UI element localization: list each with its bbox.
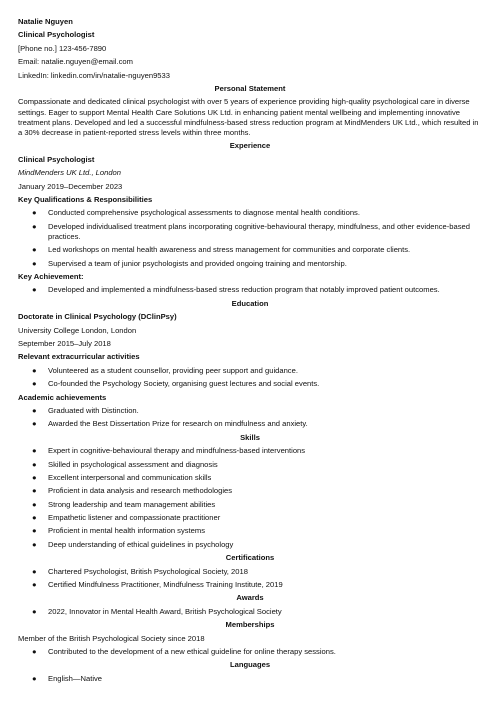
candidate-title: Clinical Psychologist [18, 30, 95, 40]
bullet-icon: ● [32, 526, 37, 536]
education-dates: September 2015–July 2018 [18, 339, 111, 349]
bullet-icon: ● [32, 419, 37, 429]
personal-statement-text: Compassionate and dedicated clinical psychologist with over 5 years of experience providing high-quality psychological care in diverse settings. Eager to support Mental Health Care Solutions UK Ltd. in enhancing patient mental wellbeing and implementing innovative treatment plans. Developed and led a successful mindfulness-based stress reduction program at MindMenders UK Ltd., which resulted in a 30% decrease in patient-reported stress levels within three months. [18, 97, 479, 137]
bullet-icon: ● [32, 486, 37, 496]
qualifications-heading: Key Qualifications & Responsibilities [18, 194, 153, 204]
bullet-icon: ● [32, 459, 37, 469]
qualifications-list [18, 208, 482, 272]
experience-company: MindMenders UK Ltd., London [18, 168, 121, 178]
achievement-list [18, 285, 482, 298]
education-school: University College London, London [18, 325, 137, 335]
bullet-icon: ● [32, 673, 37, 683]
bullet-icon: ● [32, 513, 37, 523]
bullet-icon: ● [32, 539, 37, 549]
list-item: ● Developed and implemented a mindfulness-based stress reduction program that notably improved patient outcomes. [32, 285, 440, 295]
list-item: ● 2022, Innovator in Mental Health Award, British Psychological Society [32, 606, 282, 616]
experience-heading: Experience [229, 141, 271, 151]
awards-list [18, 607, 482, 620]
education-degree: Doctorate in Clinical Psychology (DClinPsy) [18, 312, 177, 322]
experience-role: Clinical Psychologist [18, 154, 95, 164]
list-item: ● Volunteered as a student counsellor, providing peer support and guidance. [32, 365, 298, 375]
memberships-heading: Memberships [225, 620, 275, 630]
list-item: ● Proficient in data analysis and research methodologies [32, 486, 233, 496]
bullet-icon: ● [32, 446, 37, 456]
candidate-name: Natalie Nguyen [18, 17, 73, 26]
list-item: ● Strong leadership and team management abilities [32, 499, 216, 509]
bullet-icon: ● [32, 379, 37, 389]
list-item: ● Supervised a team of junior psychologists and provided ongoing training and mentorship. [32, 258, 347, 268]
bullet-icon: ● [32, 245, 37, 255]
list-item: ● Developed individualised treatment plans incorporating cognitive-behavioural therapy, mindfulness, and other evidence-based practices. [32, 221, 470, 241]
skills-list [18, 446, 482, 553]
list-item: ● Led workshops on mental health awareness and stress management for communities and corporate clients. [32, 245, 411, 255]
list-item: ● Skilled in psychological assessment and diagnosis [32, 459, 218, 469]
extracurricular-heading: Relevant extracurricular activities [18, 352, 140, 362]
bullet-icon: ● [32, 221, 37, 231]
bullet-icon: ● [32, 472, 37, 482]
list-item: ● Conducted comprehensive psychological assessments to diagnose mental health conditions. [32, 208, 360, 218]
phone-line: [Phone no.] 123-456-7890 [18, 43, 107, 53]
list-item: ● Deep understanding of ethical guidelines in psychology [32, 539, 234, 549]
email-line: Email: natalie.nguyen@email.com [18, 57, 133, 67]
extracurricular-list [18, 366, 482, 393]
academic-achievements-list [18, 406, 482, 433]
list-item: ● English—Native [32, 673, 103, 683]
bullet-icon: ● [32, 208, 37, 218]
bullet-icon: ● [32, 365, 37, 375]
academic-achievements-heading: Academic achievements [18, 392, 107, 402]
list-item: ● Awarded the Best Dissertation Prize for research on mindfulness and anxiety. [32, 419, 308, 429]
list-item: ● Contributed to the development of a new ethical guideline for online therapy sessions. [32, 647, 336, 656]
personal-statement-heading: Personal Statement [214, 83, 286, 93]
linkedin-line: LinkedIn: linkedin.com/in/natalie-nguyen9533 [18, 70, 170, 80]
bullet-icon: ● [32, 258, 37, 268]
list-item: ● Empathetic listener and compassionate practitioner [32, 513, 221, 523]
list-item: ● Graduated with Distinction. [32, 405, 139, 415]
list-item: ● Chartered Psychologist, British Psychological Society, 2018 [32, 566, 248, 576]
membership-text: Member of the British Psychological Society since 2018 [18, 633, 205, 643]
list-item: ● Expert in cognitive-behavioural therapy and mindfulness-based interventions [32, 446, 306, 456]
skills-heading: Skills [240, 432, 260, 442]
certifications-list [18, 567, 482, 594]
certifications-heading: Certifications [225, 553, 275, 563]
list-item: ● Proficient in mental health information systems [32, 526, 206, 536]
bullet-icon: ● [32, 566, 37, 576]
bullet-icon: ● [32, 606, 37, 616]
list-item: ● Co-founded the Psychology Society, organising guest lectures and social events. [32, 379, 320, 389]
bullet-icon: ● [32, 405, 37, 415]
list-item: ● Excellent interpersonal and communication skills [32, 472, 212, 482]
achievement-heading: Key Achievement: [18, 272, 84, 282]
experience-dates: January 2019–December 2023 [18, 181, 123, 191]
bullet-icon: ● [32, 499, 37, 509]
bullet-icon: ● [32, 580, 37, 590]
languages-list [18, 674, 482, 687]
awards-heading: Awards [236, 593, 264, 603]
languages-heading: Languages [229, 660, 271, 670]
education-heading: Education [231, 298, 269, 308]
bullet-icon: ● [32, 285, 37, 295]
list-item: ● Certified Mindfulness Practitioner, Mindfulness Training Institute, 2019 [32, 580, 283, 590]
memberships-list [18, 647, 482, 660]
bullet-icon: ● [32, 647, 37, 656]
